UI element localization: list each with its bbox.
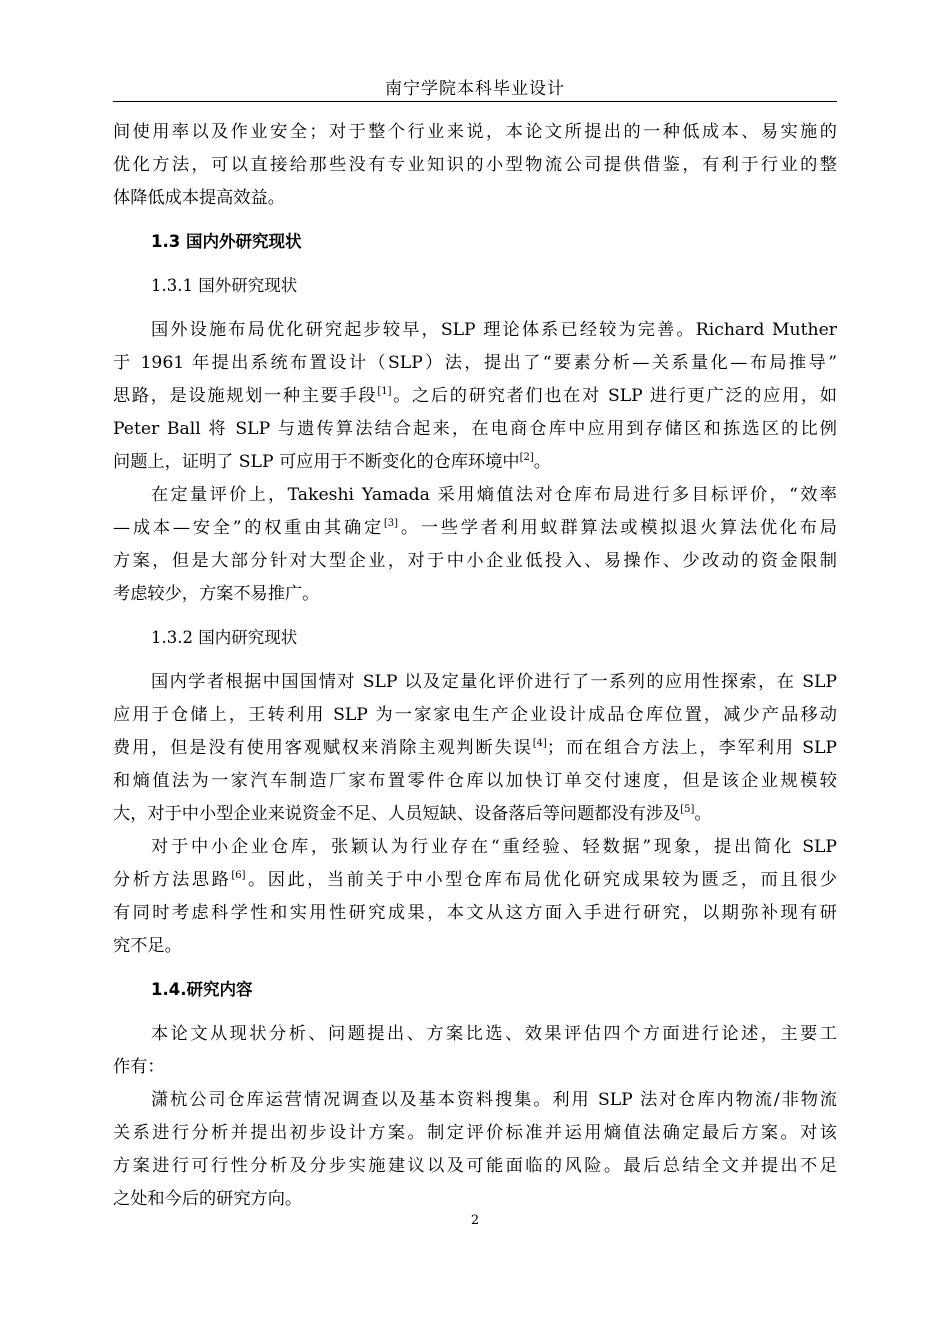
body-text-line: 间使用率以及作业安全；对于整个行业来说，本论文所提出的一种低成本、易实施的 xyxy=(113,122,837,142)
citation-ref: [2] xyxy=(519,452,534,463)
body-text-line: 方案进行可行性分析及分步实施建议以及可能面临的风险。最后总结全文并提出不足 xyxy=(113,1156,837,1176)
body-text-span: ；而在组合方法上，李军利用 SLP xyxy=(546,738,837,758)
subsection-heading-1-3-2: 1.3.2 国内研究现状 xyxy=(151,628,298,647)
body-text-line: 潇杭公司仓库运营情况调查以及基本资料搜集。利用 SLP 法对仓库内物流/非物流 xyxy=(151,1090,837,1110)
page-header-title: 南宁学院本科毕业设计 xyxy=(385,79,565,99)
body-text-line xyxy=(113,452,551,472)
body-text-line xyxy=(113,386,837,406)
citation-ref: [3] xyxy=(383,518,399,529)
section-heading-1-3: 1.3 国内外研究现状 xyxy=(151,232,302,251)
body-text-line xyxy=(113,870,837,890)
citation-ref: [1] xyxy=(377,386,392,397)
body-text-span: 分析方法思路 xyxy=(113,870,232,890)
body-text-line: 国外设施布局优化研究起步较早，SLP 理论体系已经较为完善。Richard Muther xyxy=(151,320,837,340)
body-text-line xyxy=(113,518,837,538)
header-divider xyxy=(113,101,837,102)
citation-ref: [5] xyxy=(680,804,695,815)
body-text-span: 费用，但是没有使用客观赋权来消除主观判断失误 xyxy=(113,738,533,758)
body-text-span: —成本—安全”的权重由其确定 xyxy=(113,518,384,538)
body-text-span: 。之后的研究者们也在对 SLP 进行更广泛的应用，如 xyxy=(391,386,837,406)
body-text-line: 之处和今后的研究方向。 xyxy=(113,1189,303,1209)
body-text-span: 。 xyxy=(694,804,712,824)
body-text-line: 在定量评价上，Takeshi Yamada 采用熵值法对仓库布局进行多目标评价，“效率 xyxy=(151,485,837,505)
body-text-span: 大，对于中小型企业来说资金不足、人员短缺、设备落后等问题都没有涉及 xyxy=(113,804,681,824)
body-text-line: 方案，但是大部分针对大型企业，对于中小企业低投入、易操作、少改动的资金限制 xyxy=(113,551,837,571)
body-text-span: 问题上，证明了 SLP 可应用于不断变化的仓库环境中 xyxy=(113,452,520,472)
body-text-line: 体降低成本提高效益。 xyxy=(113,188,285,208)
body-text-line: 考虑较少，方案不易推广。 xyxy=(113,584,320,604)
subsection-heading-1-3-1: 1.3.1 国外研究现状 xyxy=(151,276,298,295)
citation-ref: [4] xyxy=(532,738,547,749)
body-text-line: 作有： xyxy=(113,1057,165,1077)
body-text-line: 国内学者根据中国国情对 SLP 以及定量化评价进行了一系列的应用性探索，在 SLP xyxy=(151,672,837,692)
body-text-line: 本论文从现状分析、问题提出、方案比选、效果评估四个方面进行论述，主要工 xyxy=(151,1024,837,1044)
body-text-line: 究不足。 xyxy=(113,936,182,956)
section-heading-1-4: 1.4.研究内容 xyxy=(151,980,253,999)
body-text-line: 优化方法，可以直接给那些没有专业知识的小型物流公司提供借鉴，有利于行业的整 xyxy=(113,155,837,175)
body-text-line xyxy=(113,804,712,824)
body-text-span: 思路，是设施规划一种主要手段 xyxy=(113,386,378,406)
body-text-line: 于 1961 年提出系统布置设计（SLP）法，提出了“要素分析—关系量化—布局推导” xyxy=(113,353,837,373)
body-text-line xyxy=(113,738,837,758)
body-text-line: 关系进行分析并提出初步设计方案。制定评价标准并运用熵值法确定最后方案。对该 xyxy=(113,1123,837,1143)
body-text-line: Peter Ball 将 SLP 与遗传算法结合起来，在电商仓库中应用到存储区和拣选区的比例 xyxy=(113,419,837,439)
body-text-span: 。一些学者利用蚁群算法或模拟退火算法优化布局 xyxy=(398,518,837,538)
body-text-line: 有同时考虑科学性和实用性研究成果，本文从这方面入手进行研究，以期弥补现有研 xyxy=(113,903,837,923)
body-text-line: 应用于仓储上，王转利用 SLP 为一家家电生产企业设计成品仓库位置，减少产品移动 xyxy=(113,705,837,725)
body-text-line: 和熵值法为一家汽车制造厂家布置零件仓库以加快订单交付速度，但是该企业规模较 xyxy=(113,771,837,791)
body-text-span: 。因此，当前关于中小型仓库布局优化研究成果较为匮乏，而且很少 xyxy=(245,870,837,890)
page-number: 2 xyxy=(470,1213,480,1228)
body-text-span: 。 xyxy=(533,452,551,472)
body-text-line: 对于中小企业仓库，张颖认为行业存在“重经验、轻数据”现象，提出简化 SLP xyxy=(151,837,837,857)
citation-ref: [6] xyxy=(231,870,246,881)
